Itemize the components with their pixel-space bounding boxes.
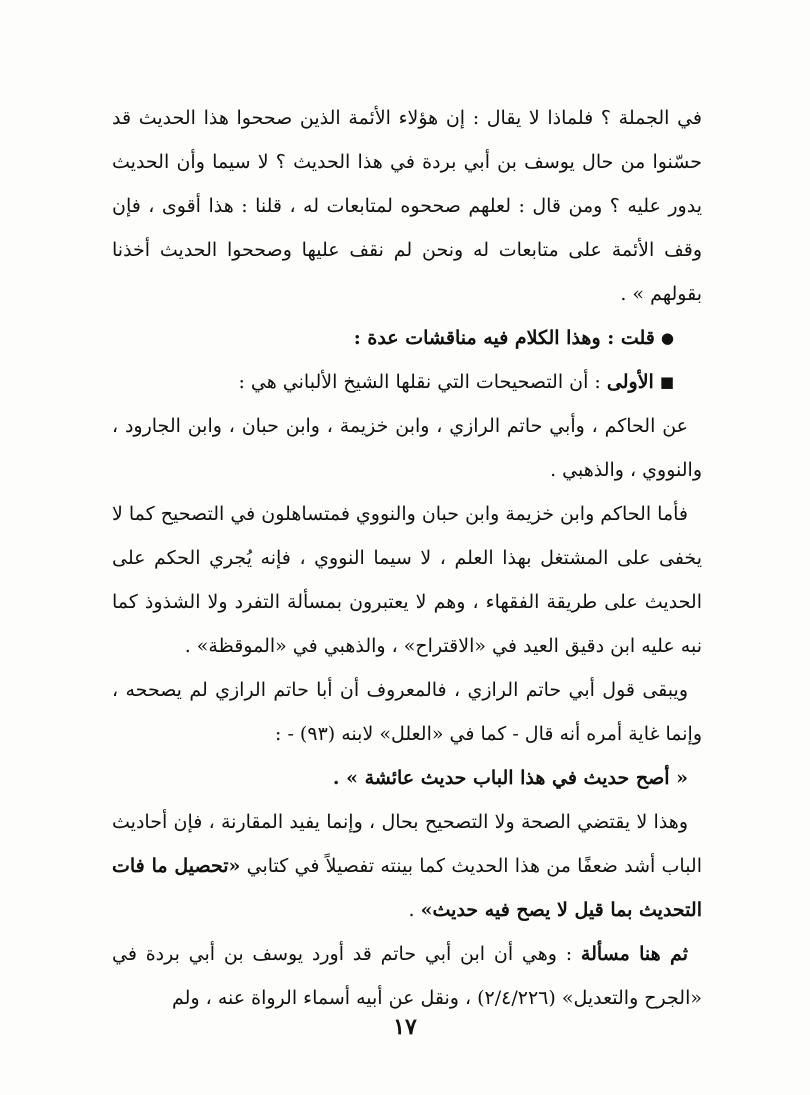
paragraph-6-text: وهذا لا يقتضي الصحة ولا التصحيح بحال ، وإنما يفيد المقارنة ، فإن أحاديث الباب أشد ضعفًا من هذا الحديث كما بينته تفصيلاً في كتابي	[112, 811, 702, 877]
first-point-text: : أن التصحيحات التي نقلها الشيخ الألباني هي :	[238, 371, 601, 393]
quote-line: « أصح حديث في هذا الباب حديث عائشة » .	[332, 767, 688, 789]
paragraph-3: عن الحاكم ، وأبي حاتم الرازي ، وابن خزيمة ، وابن حبان ، وابن الجارود ، والنووي ، والذهبي .	[112, 415, 702, 481]
square-bullet-icon: ■	[659, 373, 674, 391]
qult-heading	[112, 316, 702, 360]
book-title: «تحصيل ما فات التحديث بما قيل لا يصح فيه حديث»	[112, 855, 702, 921]
first-point-label: الأولى	[606, 371, 654, 393]
page-number: ١٧	[393, 1014, 417, 1040]
paragraph-6-end: .	[408, 899, 421, 921]
body-text	[112, 96, 702, 1020]
paragraph-7	[112, 932, 702, 1020]
paragraph-4: فأما الحاكم وابن خزيمة وابن حبان والنووي فمتساهلون في التصحيح كما لا يخفى على المشتغل بهذا العلم ، لا سيما النووي ، فإنه يُجري الحكم على الحديث على طريقة الفقهاء ، وهم لا يعتبرون بمسألة التفرد ولا الشذوذ كما نبه عليه ابن دقيق العيد في «الاقتراح» ، والذهبي في «الموقظة» .	[112, 503, 702, 657]
paragraph-6	[112, 800, 702, 932]
paragraph-7-text: : وهي أن ابن أبي حاتم قد أورد يوسف بن أبي بردة في «الجرح والتعديل» (٢/٤/٢٢٦) ، ونقل عن أبيه أسماء الرواة عنه ، ولم	[112, 943, 702, 1009]
paragraph-5: ويبقى قول أبي حاتم الرازي ، فالمعروف أن أبا حاتم الرازي لم يصححه ، وإنما غاية أمره أنه قال - كما في «العلل» لابنه (٩٣) - :	[112, 679, 702, 745]
round-bullet-icon: ●	[660, 329, 674, 347]
qult-text: قلت : وهذا الكلام فيه مناقشات عدة :	[353, 327, 655, 349]
paragraph-7-label: ثم هنا مسألة	[580, 943, 688, 965]
first-point	[112, 360, 702, 404]
paragraph-1: في الجملة ؟ فلماذا لا يقال : إن هؤلاء الأئمة الذين صححوا هذا الحديث قد حسّنوا من حال يوسف بن أبي بردة في هذا الحديث ؟ لا سيما وأن الحديث يدور عليه ؟ ومن قال : لعلهم صححوه لمتابعات له ، قلنا : هذا أقوى ، فإن وقف الأئمة على متابعات له ونحن لم نقف عليها وصححوا الحديث أخذنا بقولهم » .	[112, 107, 702, 305]
